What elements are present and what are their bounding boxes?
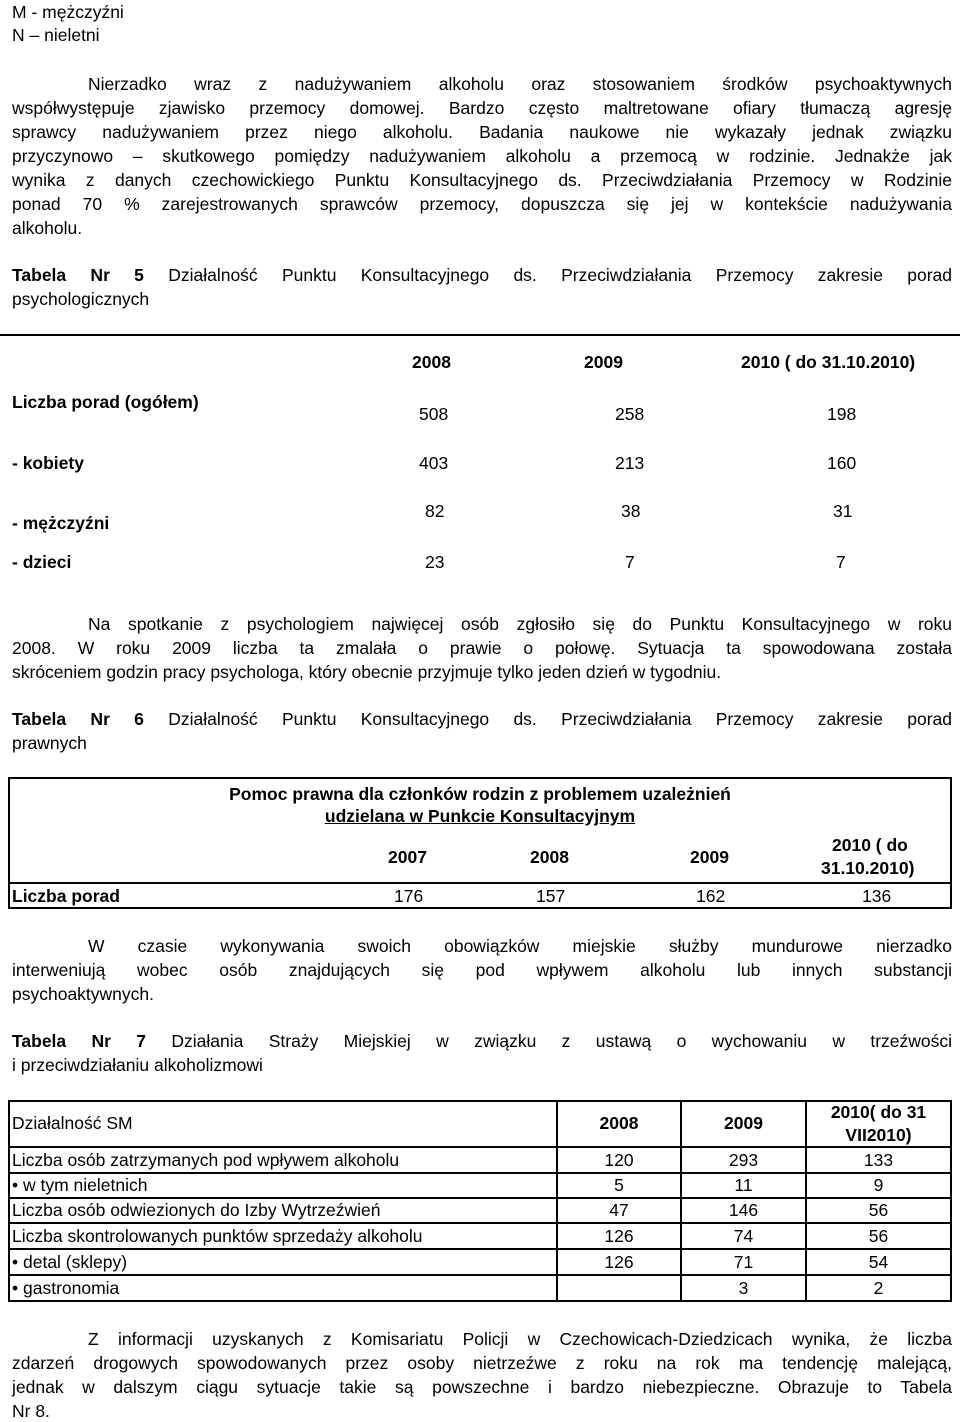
para3-line: W czasie wykonywania swoich obowiązków miejskie służby mundurowe nierzadko xyxy=(88,936,952,956)
table5-cell: 31 xyxy=(833,501,853,521)
legend-m: M - mężczyźni xyxy=(12,2,124,22)
table7-caption-text: Działania Straży Miejskiej w związku z ustawą o wychowaniu w trzeźwości xyxy=(171,1031,953,1051)
table7-row-label: • w tym nieletnich xyxy=(12,1175,148,1195)
table7-cell: 133 xyxy=(863,1150,894,1170)
table5-cell: 7 xyxy=(625,552,635,572)
table5-cell: 38 xyxy=(621,501,641,521)
para2-line: skróceniem godzin pracy psychologa, który obecnie przyjmuje tylko jeden dzień w tygodniu. xyxy=(12,662,722,682)
table5-caption-cont: psychologicznych xyxy=(12,289,150,309)
table7-header: 2008 xyxy=(599,1113,639,1133)
table7-row-label: Liczba osób zatrzymanych pod wpływem alkoholu xyxy=(12,1150,400,1170)
table6-border xyxy=(8,777,952,779)
table6-cell: 136 xyxy=(862,886,892,906)
table7-cell: 293 xyxy=(728,1150,759,1170)
table6-title: Pomoc prawna dla członków rodzin z problemem uzależnień xyxy=(229,784,731,804)
para1-line: sprawcy nadużywaniem przez niego alkoholu. Badania naukowe nie wykazały jednak związku xyxy=(12,122,952,142)
table5-caption-text: Działalność Punktu Konsultacyjnego ds. Przeciwdziałania Przemocy zakresie porad xyxy=(168,265,952,285)
table5-row-label: Liczba porad (ogółem) xyxy=(12,392,199,412)
table5-cell: 23 xyxy=(425,552,445,572)
table6-caption-cont: prawnych xyxy=(12,733,87,753)
table5-row-label: - dzieci xyxy=(12,552,72,572)
table7-border xyxy=(950,1100,952,1302)
table7-cell: 9 xyxy=(873,1175,884,1195)
table6-title: udzielana w Punkcie Konsultacyjnym xyxy=(324,806,636,826)
table5-cell: 82 xyxy=(425,501,445,521)
table7-border xyxy=(8,1300,952,1302)
table7-border xyxy=(8,1100,10,1302)
table7-caption-cont: i przeciwdziałaniu alkoholizmowi xyxy=(12,1055,263,1075)
table7-cell: 146 xyxy=(728,1200,759,1220)
para2-line: 2008. W roku 2009 liczba ta zmalała o prawie o połowę. Sytuacja ta spowodowana została xyxy=(12,638,952,658)
table5-header-2008: 2008 xyxy=(412,352,451,372)
table7-cell: 54 xyxy=(868,1252,889,1272)
table6-border xyxy=(950,777,952,909)
para4-line: Nr 8. xyxy=(12,1401,50,1421)
table6-header: 31.10.2010) xyxy=(821,858,915,878)
table5-cell: 258 xyxy=(615,404,645,424)
table7-border xyxy=(8,1146,952,1148)
table5-cell: 213 xyxy=(615,453,645,473)
table5-caption-number: Tabela Nr 5 xyxy=(12,265,144,285)
table7-header: 2010( do 31 xyxy=(830,1102,927,1122)
table6-caption-number: Tabela Nr 6 xyxy=(12,709,144,729)
table5-cell: 160 xyxy=(827,453,857,473)
table7-row-label: Liczba osób odwiezionych do Izby Wytrzeźwień xyxy=(12,1200,381,1220)
table6-cell: 162 xyxy=(696,886,726,906)
para3-line: psychoaktywnych. xyxy=(12,984,155,1004)
table7-border xyxy=(8,1274,952,1276)
table7-cell: 3 xyxy=(738,1278,749,1298)
table7-cell: 2 xyxy=(873,1278,884,1298)
table7-caption xyxy=(12,1030,952,1052)
table6-header: 2008 xyxy=(530,847,569,867)
table5-row-label: - mężczyźni xyxy=(12,513,110,533)
para4-line: Z informacji uzyskanych z Komisariatu Policji w Czechowicach-Dziedzicach wynika, że liczba xyxy=(88,1329,952,1349)
table7-cell: 47 xyxy=(609,1200,629,1220)
table5-header-2009: 2009 xyxy=(584,352,623,372)
table7-border xyxy=(8,1222,952,1224)
table6-cell: 176 xyxy=(394,886,424,906)
table6-border xyxy=(8,907,952,909)
table5-cell: 198 xyxy=(827,404,857,424)
table6-header: 2010 ( do xyxy=(832,835,908,855)
table6-caption-text: Działalność Punktu Konsultacyjnego ds. Przeciwdziałania Przemocy zakresie porad xyxy=(168,709,952,729)
para3-line: interweniują wobec osób znajdujących się pod wpływem alkoholu lub innych substancji xyxy=(12,960,952,980)
table5-top-border xyxy=(0,334,960,336)
table7-cell: 74 xyxy=(733,1226,754,1246)
table6-row-label: Liczba porad xyxy=(12,886,120,906)
table6-header: 2007 xyxy=(388,847,427,867)
para1-line: przyczynowo – skutkowego pomiędzy nadużywaniem alkoholu a przemocą w rodzinie. Jednakże jak xyxy=(12,146,952,166)
para1-line: wynika z danych czechowickiego Punktu Konsultacyjnego ds. Przeciwdziałania Przemocy w Rodzinie xyxy=(12,170,952,190)
table7-cell: 56 xyxy=(868,1200,889,1220)
table7-header-label: Działalność SM xyxy=(12,1113,133,1133)
table5-header-2010: 2010 ( do 31.10.2010) xyxy=(741,352,916,372)
table5-row-label: - kobiety xyxy=(12,453,84,473)
para1-line: alkoholu. xyxy=(12,218,83,238)
table7-cell: 126 xyxy=(604,1252,634,1272)
table7-caption-number: Tabela Nr 7 xyxy=(12,1031,147,1051)
para1-line: Nierzadko wraz z nadużywaniem alkoholu oraz stosowaniem środków psychoaktywnych xyxy=(88,74,952,94)
table7-header: VII2010) xyxy=(845,1125,912,1145)
table7-header: 2009 xyxy=(724,1113,763,1133)
table6-border xyxy=(8,882,952,884)
para2-line: Na spotkanie z psychologiem najwięcej osób zgłosiło się do Punktu Konsultacyjnego w roku xyxy=(88,614,952,634)
table6-caption xyxy=(12,708,952,730)
para4-line: zdarzeń drogowych spowodowanych przez osoby nietrzeźwe z roku na rok ma tendencję malejącą, xyxy=(12,1353,952,1373)
table6-cell: 157 xyxy=(536,886,566,906)
para1-line: ponad 70 % zarejestrowanych sprawców przemocy, dopuszcza się jej w kontekście nadużywania xyxy=(12,194,952,214)
table5-cell: 403 xyxy=(419,453,449,473)
para1-line: współwystępuje zjawisko przemocy domowej. Bardzo często maltretowane ofiary tłumaczą agresję xyxy=(12,98,952,118)
table6-border xyxy=(8,777,10,909)
para4-line: jednak w dalszym ciągu sytuacje takie są powszechne i bardzo niebezpieczne. Obrazuje to Tabela xyxy=(12,1377,952,1397)
table6-header: 2009 xyxy=(690,847,729,867)
table7-row-label: • detal (sklepy) xyxy=(12,1252,128,1272)
table5-cell: 508 xyxy=(419,404,449,424)
table7-border xyxy=(8,1248,952,1250)
table7-cell: 71 xyxy=(733,1252,754,1272)
table5-caption xyxy=(12,264,952,286)
legend-n: N – nieletni xyxy=(12,25,100,45)
table7-cell: 11 xyxy=(734,1175,753,1195)
table5-cell: 7 xyxy=(836,552,846,572)
table7-row-label: Liczba skontrolowanych punktów sprzedaży alkoholu xyxy=(12,1226,423,1246)
table7-row-label: • gastronomia xyxy=(12,1278,120,1298)
table7-cell: 120 xyxy=(604,1150,634,1170)
table7-cell: 5 xyxy=(614,1175,624,1195)
table7-cell: 56 xyxy=(868,1226,889,1246)
table7-cell: 126 xyxy=(604,1226,634,1246)
